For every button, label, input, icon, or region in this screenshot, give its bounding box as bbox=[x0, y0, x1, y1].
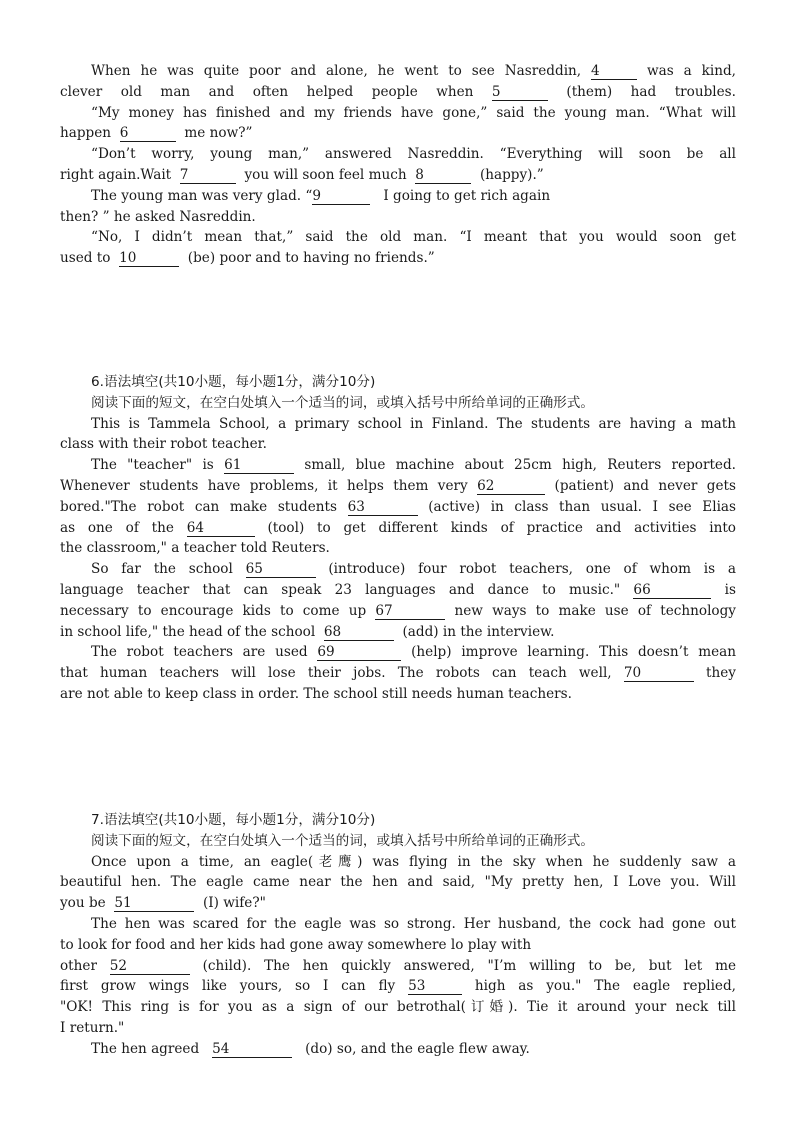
text: bored."The robot can make students bbox=[60, 498, 337, 515]
text: (do) so, and the eagle flew away. bbox=[305, 1040, 530, 1057]
text-line bbox=[60, 186, 736, 207]
text-line bbox=[60, 476, 736, 497]
text-line bbox=[60, 497, 736, 518]
section-instruction: 阅读下面的短文，在空白处填入一个适当的词，或填入括号中所给单词的正确形式。 bbox=[91, 832, 594, 849]
text: that human teachers will lose their jobs. The robots can teach well, bbox=[60, 665, 612, 682]
text: high as you." The eagle replied, bbox=[474, 978, 737, 995]
text: When he was quite poor and alone, he went to see Nasreddin, bbox=[91, 63, 582, 79]
text-line: "OK! This ring is for you as a sign of our betrothal(订婚). Tie it around your neck till bbox=[60, 999, 736, 1016]
text: used to bbox=[60, 250, 111, 267]
text: “No, I didn’t mean that,” said the old man. “I meant that you would soon get bbox=[91, 229, 736, 246]
text: right again.Wait bbox=[60, 166, 172, 183]
text: I going to get rich again bbox=[383, 187, 551, 204]
blank-62[interactable]: 62 bbox=[477, 479, 545, 495]
text-line bbox=[60, 580, 736, 601]
blank-8[interactable]: 8 bbox=[415, 168, 471, 184]
text-line bbox=[60, 82, 736, 103]
text-line bbox=[60, 61, 736, 82]
text: clever old man and often helped people when bbox=[60, 83, 474, 100]
text-line bbox=[60, 976, 736, 997]
text-line bbox=[60, 227, 736, 248]
text: as one of the bbox=[60, 519, 174, 536]
text: Whenever students have problems, it helps them very bbox=[60, 477, 468, 494]
text-line bbox=[60, 622, 736, 643]
blank-52[interactable]: 52 bbox=[110, 959, 190, 975]
text: So far the school bbox=[91, 561, 233, 578]
blank-54[interactable]: 54 bbox=[212, 1042, 292, 1058]
blank-4[interactable]: 4 bbox=[591, 64, 637, 80]
text: (them) had troubles. bbox=[566, 83, 736, 100]
text: (happy).” bbox=[479, 166, 544, 183]
blank-65[interactable]: 65 bbox=[246, 562, 316, 578]
text-line: This is Tammela School, a primary school in Finland. The students are having a math bbox=[91, 415, 736, 432]
text: small, blue machine about 25cm high, Reuters reported. bbox=[304, 457, 736, 474]
blank-67[interactable]: 67 bbox=[375, 604, 445, 620]
text: (be) poor and to having no friends.” bbox=[187, 250, 435, 267]
text-line bbox=[60, 518, 736, 539]
text-line bbox=[60, 165, 736, 186]
text-line: to look for food and her kids had gone away somewhere lo play with bbox=[60, 936, 532, 953]
text-line bbox=[60, 248, 736, 269]
text-line bbox=[60, 663, 736, 684]
text-line: The hen was scared for the eagle was so strong. Her husband, the cock had gone out bbox=[91, 915, 736, 932]
text-line bbox=[60, 144, 736, 165]
text: The young man was very glad. “ bbox=[91, 187, 313, 204]
text: (I) wife?" bbox=[203, 895, 266, 912]
text: you will soon feel much bbox=[244, 166, 407, 183]
blank-5[interactable]: 5 bbox=[492, 85, 548, 101]
text: first grow wings like yours, so I can fly bbox=[60, 978, 396, 995]
text: (patient) and never gets bbox=[554, 477, 736, 494]
text-line bbox=[60, 559, 736, 580]
blank-6[interactable]: 6 bbox=[120, 126, 176, 142]
text-line bbox=[60, 893, 736, 914]
text-line: class with their robot teacher. bbox=[60, 436, 267, 453]
text: new ways to make use of technology bbox=[454, 602, 736, 619]
text: (active) in class than usual. I see Elias bbox=[428, 498, 736, 515]
text: (tool) to get different kinds of practice and activities into bbox=[267, 519, 736, 536]
blank-63[interactable]: 63 bbox=[348, 500, 418, 516]
text: (help) improve learning. This doesn’t mean bbox=[411, 644, 736, 661]
blank-9[interactable]: 9 bbox=[312, 189, 370, 205]
section-title: 6.语法填空(共10小题，每小题1分，满分10分) bbox=[91, 374, 376, 390]
blank-53[interactable]: 53 bbox=[408, 979, 462, 995]
text-line: Once upon a time, an eagle(老鹰) was flying in the sky when he suddenly saw a bbox=[91, 853, 736, 870]
text: The hen agreed bbox=[91, 1040, 200, 1057]
text: was a kind, bbox=[646, 63, 736, 79]
text-line bbox=[60, 956, 736, 977]
text-line: I return." bbox=[60, 1019, 125, 1036]
text-line bbox=[60, 1039, 736, 1060]
section-7 bbox=[60, 810, 736, 1060]
text: “My money has finished and my friends have gone,” said the young man. “What will bbox=[91, 104, 736, 121]
section-instruction: 阅读下面的短文，在空白处填入一个适当的词，或填入括号中所给单词的正确形式。 bbox=[91, 394, 594, 411]
text: happen bbox=[60, 125, 112, 142]
text-line: are not able to keep class in order. The school still needs human teachers. bbox=[60, 685, 572, 702]
text: me now?” bbox=[184, 125, 253, 142]
blank-64[interactable]: 64 bbox=[187, 521, 255, 537]
text: you be bbox=[60, 895, 106, 912]
blank-7[interactable]: 7 bbox=[180, 168, 236, 184]
text: language teacher that can speak 23 languages and dance to music." bbox=[60, 581, 621, 598]
text: “Don’t worry, young man,” answered Nasreddin. “Everything will soon be all bbox=[91, 146, 736, 163]
text: they bbox=[706, 665, 736, 682]
text: in school life," the head of the school bbox=[60, 623, 316, 640]
text: The robot teachers are used bbox=[91, 644, 308, 661]
blank-61[interactable]: 61 bbox=[224, 458, 294, 474]
text: is bbox=[724, 581, 736, 598]
blank-69[interactable]: 69 bbox=[317, 645, 401, 661]
blank-10[interactable]: 10 bbox=[119, 251, 179, 267]
text-line bbox=[60, 601, 736, 622]
text: then? ” he asked Nasreddin. bbox=[60, 208, 256, 225]
text: (child). The hen quickly answered, "I’m willing to be, but let me bbox=[202, 957, 737, 974]
blank-68[interactable]: 68 bbox=[324, 625, 394, 641]
text-line bbox=[60, 103, 736, 124]
story-nasreddin bbox=[60, 61, 736, 269]
text: The "teacher" is bbox=[91, 457, 214, 474]
text-line bbox=[60, 123, 736, 144]
text-line: the classroom," a teacher told Reuters. bbox=[60, 540, 330, 557]
text: necessary to encourage kids to come up bbox=[60, 602, 367, 619]
text-line bbox=[60, 207, 736, 228]
text: other bbox=[60, 957, 97, 974]
section-title: 7.语法填空(共10小题，每小题1分，满分10分) bbox=[91, 812, 376, 828]
blank-51[interactable]: 51 bbox=[114, 896, 194, 912]
blank-70[interactable]: 70 bbox=[624, 666, 694, 682]
text-line bbox=[60, 455, 736, 476]
blank-66[interactable]: 66 bbox=[633, 583, 711, 599]
text-line: beautiful hen. The eagle came near the hen and said, "My pretty hen, I Love you. Will bbox=[60, 874, 736, 891]
text: (introduce) four robot teachers, one of whom is a bbox=[328, 561, 736, 578]
text: (add) in the interview. bbox=[402, 623, 555, 640]
section-6 bbox=[60, 372, 736, 705]
text-line bbox=[60, 642, 736, 663]
